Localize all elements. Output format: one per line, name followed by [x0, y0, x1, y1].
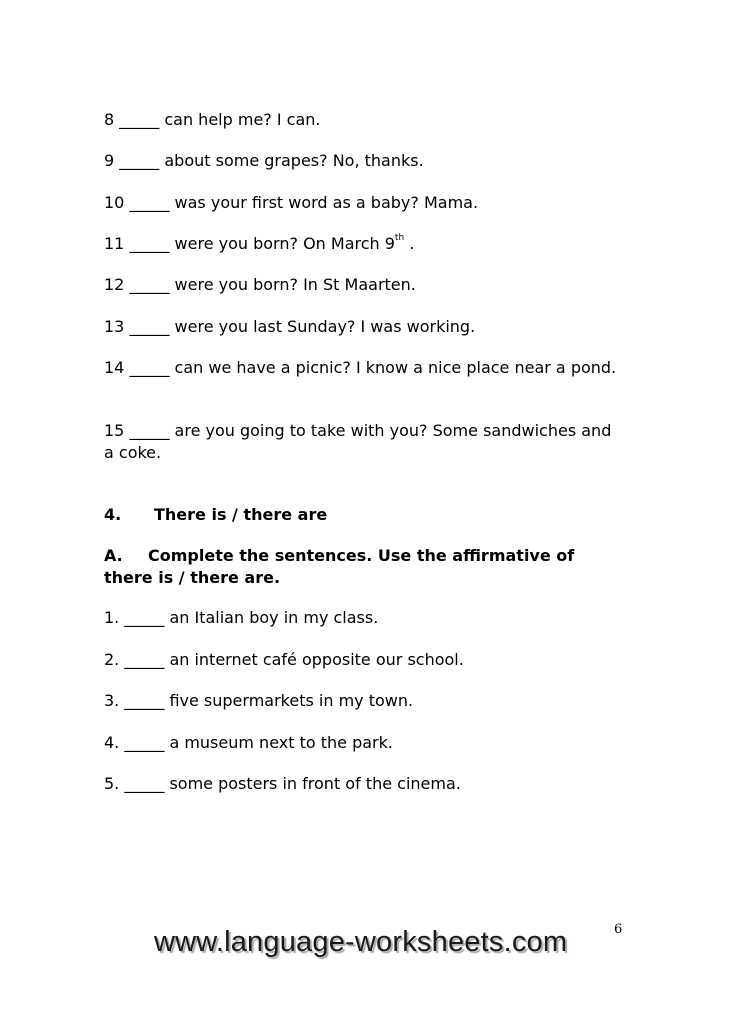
sentence-3: 3. _____ five supermarkets in my town.	[104, 691, 414, 710]
question-8: 8 _____ can help me? I can.	[104, 110, 321, 129]
exercise-a-text: Complete the sentences. Use the affirmative of there is / there are.	[104, 546, 575, 587]
question-11	[104, 233, 414, 255]
sentence-1: 1. _____ an Italian boy in my class.	[104, 608, 379, 627]
question-15: 15 _____ are you going to take with you? Some sandwiches and a coke.	[104, 421, 612, 462]
section-title: There is / there are	[154, 505, 328, 524]
question-11-end: .	[404, 234, 415, 253]
question-13: 13 _____ were you last Sunday? I was working.	[104, 317, 476, 336]
footer-url[interactable]: www.language-worksheets.com	[154, 926, 568, 958]
question-11-text: 11 _____ were you born? On March 9	[104, 234, 395, 253]
exercise-a-instruction	[104, 545, 624, 589]
section-number: 4.	[104, 505, 122, 524]
question-14: 14 _____ can we have a picnic? I know a nice place near a pond.	[104, 358, 617, 377]
sentence-5: 5. _____ some posters in front of the cinema.	[104, 774, 461, 793]
section-heading	[104, 504, 327, 526]
question-10: 10 _____ was your first word as a baby? Mama.	[104, 193, 479, 212]
exercise-a-label: A.	[104, 546, 123, 565]
question-11-superscript: th	[394, 233, 405, 243]
sentence-2: 2. _____ an internet café opposite our school.	[104, 650, 464, 669]
page-number: 6	[614, 922, 623, 937]
question-9: 9 _____ about some grapes? No, thanks.	[104, 151, 424, 170]
question-12: 12 _____ were you born? In St Maarten.	[104, 275, 416, 294]
sentence-4: 4. _____ a museum next to the park.	[104, 733, 393, 752]
